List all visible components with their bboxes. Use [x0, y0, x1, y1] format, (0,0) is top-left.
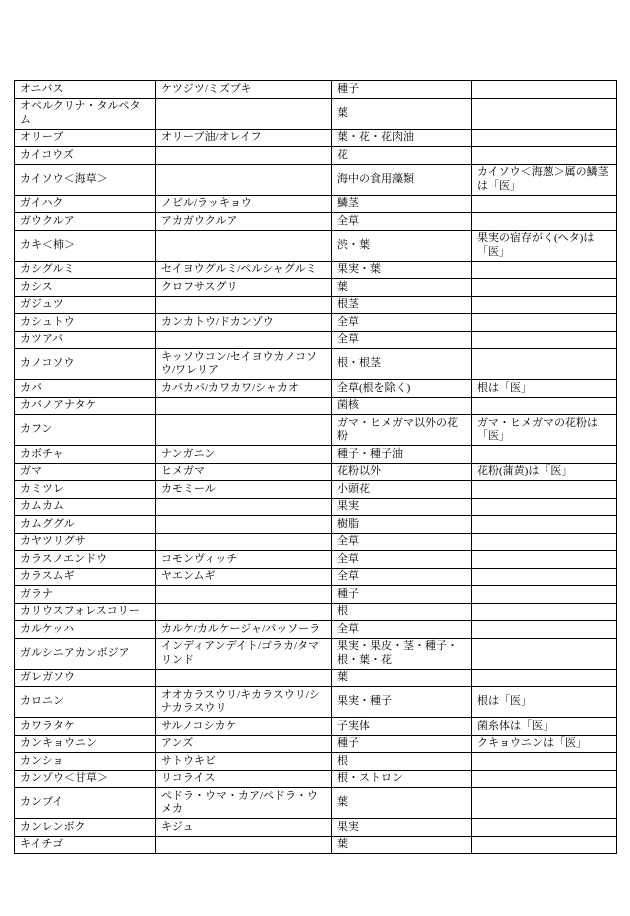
- plant-name-cell: カヤツリグサ: [15, 533, 156, 551]
- plant-name-cell: カミツレ: [15, 481, 156, 499]
- part-used-cell: 小頭花: [332, 481, 472, 499]
- table-row: [15, 349, 617, 380]
- part-used-cell: 全草: [332, 568, 472, 586]
- table-row: [15, 415, 617, 446]
- alias-cell: アカガウクルア: [156, 213, 332, 231]
- note-cell: 根は「医」: [472, 380, 617, 398]
- plant-name-cell: カワラタケ: [15, 718, 156, 736]
- plant-name-cell: カンゾウ＜甘草＞: [15, 770, 156, 788]
- part-used-cell: 果実・種子: [332, 687, 472, 718]
- note-cell: [472, 147, 617, 165]
- part-used-cell: 根茎: [332, 296, 472, 314]
- note-cell: [472, 770, 617, 788]
- note-cell: [472, 446, 617, 464]
- alias-cell: セイヨウグルミ/ペルシャグルミ: [156, 261, 332, 279]
- table-row: [15, 669, 617, 687]
- alias-cell: [156, 836, 332, 854]
- plant-name-cell: ガジュツ: [15, 296, 156, 314]
- alias-cell: アンズ: [156, 735, 332, 753]
- part-used-cell: 種子: [332, 586, 472, 604]
- part-used-cell: 葉: [332, 279, 472, 297]
- part-used-cell: 根: [332, 603, 472, 621]
- note-cell: [472, 551, 617, 569]
- plant-name-cell: カルケッハ: [15, 621, 156, 639]
- note-cell: [472, 568, 617, 586]
- plant-name-cell: カシス: [15, 279, 156, 297]
- table-row: [15, 446, 617, 464]
- table-row: [15, 770, 617, 788]
- plant-name-cell: カバ: [15, 380, 156, 398]
- note-cell: [472, 533, 617, 551]
- plant-name-cell: カムググル: [15, 516, 156, 534]
- alias-cell: ヤエンムギ: [156, 568, 332, 586]
- table-row: [15, 718, 617, 736]
- part-used-cell: 種子: [332, 81, 472, 99]
- part-used-cell: 全草(根を除く): [332, 380, 472, 398]
- plant-name-cell: オリーブ: [15, 129, 156, 147]
- part-used-cell: 花粉以外: [332, 463, 472, 481]
- note-cell: [472, 603, 617, 621]
- plant-name-cell: カフン: [15, 415, 156, 446]
- part-used-cell: 全草: [332, 314, 472, 332]
- alias-cell: インディアンデイト/ゴラカ/タマリンド: [156, 638, 332, 669]
- alias-cell: [156, 331, 332, 349]
- note-cell: [472, 669, 617, 687]
- plant-table: [14, 80, 617, 854]
- plant-name-cell: カリウスフォレスコリー: [15, 603, 156, 621]
- note-cell: [472, 195, 617, 213]
- table-row: [15, 498, 617, 516]
- note-cell: [472, 261, 617, 279]
- part-used-cell: 花: [332, 147, 472, 165]
- table-row: [15, 81, 617, 99]
- plant-name-cell: ガマ: [15, 463, 156, 481]
- alias-cell: コモンヴィッチ: [156, 551, 332, 569]
- table-row: [15, 819, 617, 837]
- alias-cell: [156, 415, 332, 446]
- table-row: [15, 380, 617, 398]
- table-row: [15, 621, 617, 639]
- note-cell: [472, 788, 617, 819]
- table-row: [15, 603, 617, 621]
- plant-name-cell: カノコソウ: [15, 349, 156, 380]
- table-row: [15, 296, 617, 314]
- plant-name-cell: ガルシニアカンボジア: [15, 638, 156, 669]
- note-cell: カイソウ＜海葱＞属の鱗茎は「医」: [472, 164, 617, 195]
- table-row: [15, 129, 617, 147]
- plant-name-cell: カバノアナタケ: [15, 397, 156, 415]
- table-row: [15, 481, 617, 499]
- plant-name-cell: カンキョウニン: [15, 735, 156, 753]
- plant-name-cell: ガイハク: [15, 195, 156, 213]
- part-used-cell: 葉: [332, 788, 472, 819]
- plant-name-cell: カシグルミ: [15, 261, 156, 279]
- table-row: [15, 753, 617, 771]
- alias-cell: [156, 147, 332, 165]
- alias-cell: ケツジツ/ミズブキ: [156, 81, 332, 99]
- part-used-cell: 葉・花・花肉油: [332, 129, 472, 147]
- alias-cell: サトウキビ: [156, 753, 332, 771]
- note-cell: [472, 279, 617, 297]
- alias-cell: [156, 498, 332, 516]
- part-used-cell: 全草: [332, 213, 472, 231]
- alias-cell: [156, 603, 332, 621]
- part-used-cell: 全草: [332, 533, 472, 551]
- table-row: [15, 164, 617, 195]
- table-row: [15, 147, 617, 165]
- note-cell: [472, 621, 617, 639]
- alias-cell: キッソウコン/セイヨウカノコソウ/ワレリア: [156, 349, 332, 380]
- plant-name-cell: カボチャ: [15, 446, 156, 464]
- plant-name-cell: カツアバ: [15, 331, 156, 349]
- part-used-cell: 果実: [332, 819, 472, 837]
- plant-table-body: [15, 81, 617, 854]
- table-row: [15, 230, 617, 261]
- note-cell: [472, 397, 617, 415]
- plant-name-cell: ガラナ: [15, 586, 156, 604]
- alias-cell: カバカバ/カワカワ/シャカオ: [156, 380, 332, 398]
- plant-name-cell: キイチゴ: [15, 836, 156, 854]
- note-cell: [472, 481, 617, 499]
- plant-name-cell: カイソウ＜海草＞: [15, 164, 156, 195]
- note-cell: [472, 213, 617, 231]
- table-row: [15, 213, 617, 231]
- note-cell: [472, 129, 617, 147]
- plant-name-cell: カンレンボク: [15, 819, 156, 837]
- plant-name-cell: カンブイ: [15, 788, 156, 819]
- plant-name-cell: カラスノエンドウ: [15, 551, 156, 569]
- plant-name-cell: カムカム: [15, 498, 156, 516]
- part-used-cell: 種子・種子油: [332, 446, 472, 464]
- alias-cell: [156, 669, 332, 687]
- part-used-cell: 子実体: [332, 718, 472, 736]
- part-used-cell: 渋・葉: [332, 230, 472, 261]
- alias-cell: カルケ/カルケージャ/パッソーラ: [156, 621, 332, 639]
- alias-cell: オオカラスウリ/キカラスウリ/シナカラスウリ: [156, 687, 332, 718]
- note-cell: [472, 638, 617, 669]
- table-row: [15, 516, 617, 534]
- note-cell: [472, 836, 617, 854]
- plant-name-cell: カンショ: [15, 753, 156, 771]
- plant-name-cell: カシュトウ: [15, 314, 156, 332]
- plant-name-cell: カラスムギ: [15, 568, 156, 586]
- part-used-cell: 果実: [332, 498, 472, 516]
- part-used-cell: 全草: [332, 331, 472, 349]
- alias-cell: [156, 533, 332, 551]
- alias-cell: [156, 230, 332, 261]
- note-cell: [472, 296, 617, 314]
- table-row: [15, 279, 617, 297]
- table-row: [15, 788, 617, 819]
- note-cell: ガマ・ヒメガマの花粉は「医」: [472, 415, 617, 446]
- part-used-cell: 果実・葉: [332, 261, 472, 279]
- note-cell: クキョウニンは「医」: [472, 735, 617, 753]
- plant-name-cell: カイコウズ: [15, 147, 156, 165]
- table-row: [15, 638, 617, 669]
- alias-cell: [156, 516, 332, 534]
- part-used-cell: 根・根茎: [332, 349, 472, 380]
- alias-cell: キジュ: [156, 819, 332, 837]
- alias-cell: [156, 586, 332, 604]
- part-used-cell: 海中の食用藻類: [332, 164, 472, 195]
- part-used-cell: 葉: [332, 669, 472, 687]
- plant-name-cell: オペルクリナ・タルペタム: [15, 98, 156, 129]
- plant-name-cell: ガウクルア: [15, 213, 156, 231]
- alias-cell: ヒメガマ: [156, 463, 332, 481]
- note-cell: [472, 586, 617, 604]
- part-used-cell: 菌核: [332, 397, 472, 415]
- part-used-cell: 全草: [332, 551, 472, 569]
- part-used-cell: 根: [332, 753, 472, 771]
- part-used-cell: 全草: [332, 621, 472, 639]
- note-cell: [472, 81, 617, 99]
- note-cell: [472, 314, 617, 332]
- note-cell: 果実の宿存がく(ヘタ)は「医」: [472, 230, 617, 261]
- alias-cell: ナンガニン: [156, 446, 332, 464]
- part-used-cell: 種子: [332, 735, 472, 753]
- note-cell: [472, 331, 617, 349]
- table-row: [15, 98, 617, 129]
- alias-cell: [156, 98, 332, 129]
- table-row: [15, 463, 617, 481]
- alias-cell: サルノコシカケ: [156, 718, 332, 736]
- note-cell: 菌糸体は「医」: [472, 718, 617, 736]
- alias-cell: [156, 296, 332, 314]
- part-used-cell: 鱗茎: [332, 195, 472, 213]
- part-used-cell: 樹脂: [332, 516, 472, 534]
- note-cell: [472, 819, 617, 837]
- note-cell: [472, 349, 617, 380]
- plant-name-cell: カロニン: [15, 687, 156, 718]
- table-row: [15, 331, 617, 349]
- part-used-cell: ガマ・ヒメガマ以外の花粉: [332, 415, 472, 446]
- note-cell: 根は「医」: [472, 687, 617, 718]
- note-cell: [472, 753, 617, 771]
- table-row: [15, 836, 617, 854]
- table-row: [15, 261, 617, 279]
- plant-name-cell: オニバス: [15, 81, 156, 99]
- plant-name-cell: ガレガソウ: [15, 669, 156, 687]
- alias-cell: リコライス: [156, 770, 332, 788]
- alias-cell: カンカトウ/ドカンゾウ: [156, 314, 332, 332]
- part-used-cell: 果実・果皮・茎・種子・根・葉・花: [332, 638, 472, 669]
- part-used-cell: 葉: [332, 836, 472, 854]
- table-row: [15, 586, 617, 604]
- alias-cell: [156, 397, 332, 415]
- table-row: [15, 195, 617, 213]
- alias-cell: クロフサスグリ: [156, 279, 332, 297]
- alias-cell: カモミール: [156, 481, 332, 499]
- note-cell: [472, 498, 617, 516]
- alias-cell: ペドラ・ウマ・カア/ペドラ・ウメカ: [156, 788, 332, 819]
- note-cell: [472, 98, 617, 129]
- table-row: [15, 687, 617, 718]
- table-row: [15, 551, 617, 569]
- alias-cell: ノビル/ラッキョウ: [156, 195, 332, 213]
- part-used-cell: 根・ストロン: [332, 770, 472, 788]
- part-used-cell: 葉: [332, 98, 472, 129]
- table-row: [15, 533, 617, 551]
- alias-cell: [156, 164, 332, 195]
- alias-cell: オリーブ油/オレイフ: [156, 129, 332, 147]
- note-cell: 花粉(蒲黄)は「医」: [472, 463, 617, 481]
- note-cell: [472, 516, 617, 534]
- table-row: [15, 735, 617, 753]
- table-row: [15, 568, 617, 586]
- table-row: [15, 314, 617, 332]
- table-row: [15, 397, 617, 415]
- plant-name-cell: カキ＜柿＞: [15, 230, 156, 261]
